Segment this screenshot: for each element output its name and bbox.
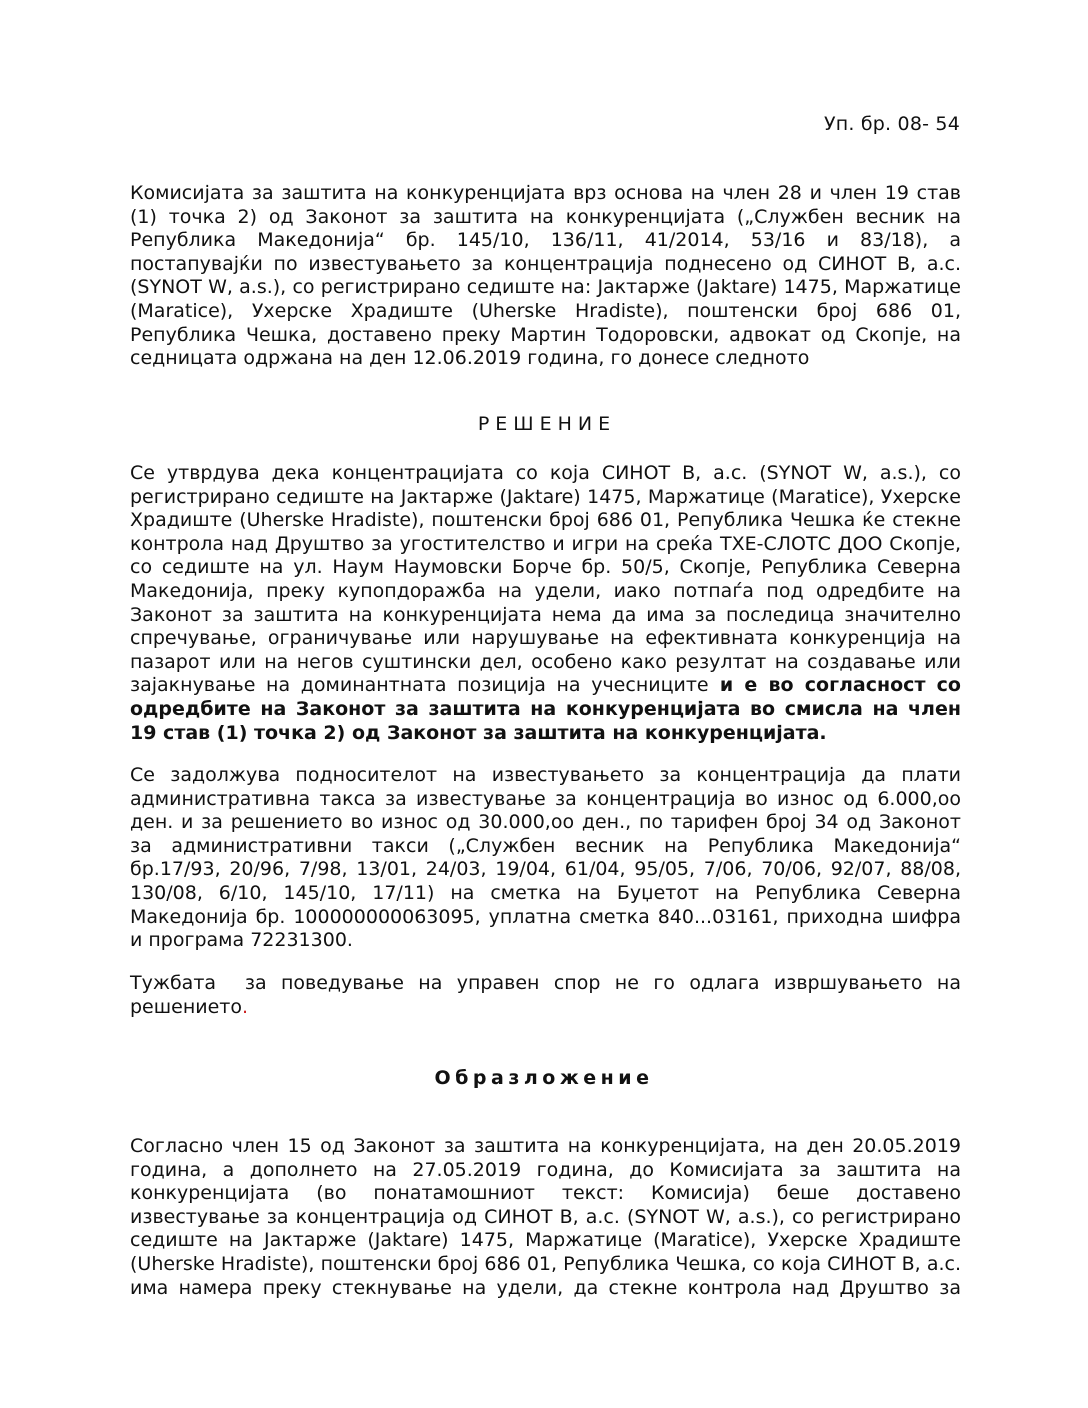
decision-paragraph [130,462,961,745]
decision-text: Се утврдува дека концентрацијата со која СИНОТ В, а.с. (SYNOT W, a.s.), со регистрирано седиште на Јактарже (Jaktare) 1475, Маржатице (Maratice), Ухерске Храдиште (Uherske Hradiste), поштенски број 686 01, Република Чешка ќе стекне контрола над Друштво за угостителство и игри на среќа ТХЕ-СЛОТС ДОО Скопје, со седиште на ул. Наум Наумовски Борче бр. 50/5, Скопје, Република Северна Македонија, преку купопдоражба на удели, иако потпаѓа под одредбите на Законот за заштита на конкуренцијата нема да има за последица значително спречување, ограничување или нарушување на ефективната конкуренција на пазарот или на негов суштински дел, особено како резултат на создавање или зајакнување на доминантната позиција на учесниците [130,462,961,697]
lawsuit-period: . [241,995,249,1018]
intro-paragraph: Комисијата за заштита на конкуренцијата врз основа на член 28 и член 19 став (1) точка 2) од Законот за заштита на конкуренцијата („Службен весник на Република Македонија“ бр. 145/10, 136/11, 41/2014, 53/16 и 83/18), а постапувајќи по известувањето за концентрација поднесено од СИНОТ В, а.с. (SYNOT W, a.s.), со регистрирано седиште на: Јактарже (Jaktare) 1475, Маржатице (Maratice), Ухерске Храдиште (Uherske Hradiste), поштенски број 686 01, Република Чешка, доставено преку Мартин Тодоровски, адвокат од Скопје, на седницата одржана на ден 12.06.2019 година, го донесе следното [130,182,961,370]
decision-bold-text: и е во согласност со одредбите на Законот за заштита на конкуренцијата во смисла на член 19 став (1) точка 2) од Законот за заштита на конкуренцијата. [130,674,961,744]
reasoning-paragraph: Согласно член 15 од Законот за заштита на конкуренцијата, на ден 20.05.2019 година, а дополнето на 27.05.2019 година, до Комисијата за заштита на конкуренцијата (во понатамошниот текст: Комисија) беше доставено известување за концентрација од СИНОТ В, а.с. (SYNOT W, a.s.), со регистрирано седиште на Јактарже (Jaktare) 1475, Маржатице (Maratice), Ухерске Храдиште (Uherske Hradiste), поштенски број 686 01, Република Чешка, со која СИНОТ В, а.с. има намера преку стекнување на удели, да стекне контрола над Друштво за [130,1135,961,1299]
lawsuit-text: Тужбата за поведување на управен спор не го одлага извршувањето на решението [130,972,968,1018]
case-reference-number: Уп. бр. 08- 54 [824,113,960,135]
lawsuit-paragraph [130,972,968,1019]
reasoning-heading: Образложение [434,1067,654,1089]
fee-paragraph: Се задолжува подносителот на известувањето за концентрација да плати административна такса за известување за концентрација во износ од 6.000,оо ден. и за решението во износ од 30.000,оо ден., по тарифен број 34 од Законот за административни такси („Службен весник на Република Македонија“ бр.17/93, 20/96, 7/98, 13/01, 24/03, 19/04, 61/04, 95/05, 7/06, 70/06, 92/07, 88/08, 130/08, 6/10, 145/10, 17/11) на сметка на Буџетот на Република Северна Македонија бр. 100000000063095, уплатна сметка 840...03161, приходна шифра и програма 72231300. [130,764,961,952]
decision-heading: РЕШЕНИЕ [477,413,617,435]
